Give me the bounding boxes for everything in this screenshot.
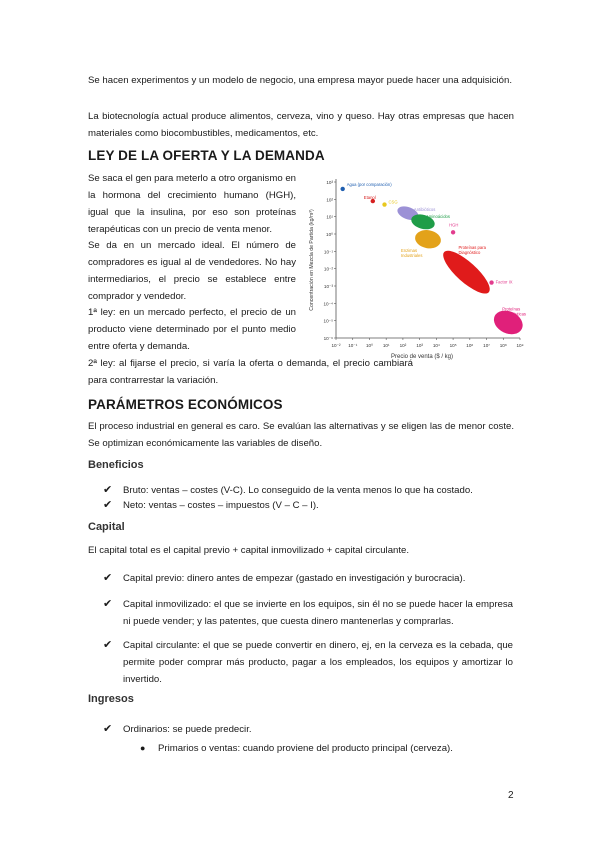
point-factor-ix [489, 280, 493, 284]
x-tick-label: 10⁰ [365, 343, 373, 348]
point-enzimas-industriales [414, 228, 443, 250]
y-tick-label: 10³ [326, 180, 333, 185]
price-concentration-chart [304, 174, 526, 362]
x-tick-label: 10⁸ [499, 343, 507, 348]
label-csg: CSG [388, 199, 398, 205]
ley-paragraph-2: Se da en un mercado ideal. El número de compradores es igual al de vendedores. No hay intermediarios, el precio se establece entre comprador y vendedor. [88, 240, 296, 302]
x-tick-label: 10⁶ [466, 343, 474, 348]
y-tick-label: 10⁻² [323, 266, 333, 272]
heading-parametros-economicos: PARÁMETROS ECONÓMICOS [88, 397, 283, 412]
x-tick-label: 10⁴ [432, 343, 440, 348]
point-agua-por-comparacion [340, 187, 344, 191]
heading-ingresos: Ingresos [88, 693, 134, 705]
chart-x-label: Precio de venta ($ / kg) [390, 354, 454, 360]
label-enzimas-industriales: Enzimas Industriales [401, 248, 423, 259]
y-tick-label: 10¹ [326, 214, 333, 220]
heading-beneficios: Beneficios [88, 459, 144, 471]
capital-previo-text: Capital previo: dinero antes de empezar (gastado en investigación y burocracia). [123, 573, 466, 584]
check-icon: ✔ [103, 572, 113, 584]
intro-paragraph-2: La biotecnología actual produce alimentos, cerveza, vino y queso. Hay otras empresas que hacen materiales como biocombustibles, medicamentos, etc. [88, 111, 514, 139]
x-tick-label: 10² [399, 343, 407, 348]
x-tick-label: 10¹ [382, 343, 390, 348]
chart-y-label: Concentración en Mezcla de Partida (kg/m³) [309, 209, 315, 311]
check-icon: ✔ [103, 484, 113, 496]
point-csg [382, 202, 386, 206]
y-tick-label: 10⁻⁶ [323, 336, 333, 341]
x-tick-label: 10⁻¹ [348, 343, 358, 348]
check-icon: ✔ [103, 499, 113, 511]
x-tick-label: 10³ [416, 343, 423, 348]
y-tick-label: 10⁻⁵ [323, 318, 333, 324]
label-aminoacidos: Aminoácidos [425, 213, 450, 219]
point-hgh [451, 230, 455, 234]
label-proteinas-terapeuticas: Proteínas Terapéuticas [502, 306, 526, 317]
y-tick-label: 10⁻⁴ [323, 301, 333, 307]
y-tick-label: 10⁻³ [323, 284, 333, 289]
intro-paragraph-1: Se hacen experimentos y un modelo de negocio, una empresa mayor puede hacer una adquisición. [88, 75, 512, 86]
bullet-dot-icon: ● [140, 743, 146, 753]
beneficio-neto-text: Neto: ventas – costes – impuestos (V – C – I). [123, 500, 319, 511]
beneficio-bruto-text: Bruto: ventas – costes (V-C). Lo conseguido de la venta menos lo que ha costado. [123, 485, 473, 496]
ley-paragraph-1: Se saca el gen para meterlo a otro organismo en la hormona del crecimiento humano (HGH), igual que la insulina, por eso son proteínas terapéuticas con un precio de venta menor. [88, 173, 296, 235]
capital-item [103, 637, 513, 688]
check-icon: ✔ [103, 598, 113, 610]
x-tick-label: 10⁷ [483, 343, 490, 348]
ley-paragraph-3: 1ª ley: en un mercado perfecto, el precio de un producto viene determinado por el punto medio entre oferta y demanda. [88, 307, 296, 352]
label-antibioticos: Antibióticos [413, 207, 436, 213]
label-hgh: HGH [449, 222, 459, 228]
ley-paragraph-4: 2ª ley: al fijarse el precio, si varía la oferta o demanda, el precio cambiará para contrarrestar la variación. [88, 358, 413, 386]
label-proteinas-para-diagnostico: Proteínas para Diagnóstico [458, 245, 486, 256]
heading-ley-oferta-demanda: LEY DE LA OFERTA Y LA DEMANDA [88, 148, 325, 163]
check-icon: ✔ [103, 723, 113, 735]
capital-item [103, 570, 513, 587]
ingreso-subitem [140, 740, 528, 757]
capital-circulante-text: Capital circulante: el que se puede convertir en dinero, ej, en la cerveza es la cebada, que permite poder comprar más producto, pagar a los empleados, los equipos y amortizar lo invertido. [123, 640, 513, 685]
x-tick-label: 10⁻² [331, 343, 341, 348]
capital-item [103, 596, 513, 630]
capital-inmovilizado-text: Capital inmovilizado: el que se invierte en los equipos, sin él no se puede hacer la empresa ni puede vender; y las patentes, que cuesta dinero mantenerlas y comprarlas. [123, 599, 513, 627]
y-tick-label: 10⁻¹ [323, 249, 333, 255]
parametros-intro: El proceso industrial en general es caro. Se evalúan las alternativas y se eligen las de menor coste. Se optimizan económicamente las variables de diseño. [88, 421, 514, 449]
label-factor-ix: Factor IX [495, 279, 513, 285]
label-etanol: Etanol [363, 195, 376, 201]
capital-intro: El capital total es el capital previo + capital inmovilizado + capital circulante. [88, 545, 410, 556]
check-icon: ✔ [103, 639, 113, 651]
ingresos-primarios-text: Primarios o ventas: cuando proviene del producto principal (cerveza). [158, 743, 453, 754]
x-tick-label: 10⁵ [449, 343, 457, 348]
x-tick-label: 10⁹ [516, 343, 524, 348]
beneficio-item [103, 497, 533, 514]
ingreso-item [103, 721, 513, 738]
heading-capital: Capital [88, 521, 125, 533]
page-number: 2 [508, 790, 514, 801]
y-tick-label: 10² [326, 197, 333, 203]
ingresos-ordinarios-text: Ordinarios: se puede predecir. [123, 724, 252, 735]
label-agua-por-comparacion: Agua (por comparación) [346, 181, 392, 187]
y-tick-label: 10⁰ [326, 232, 333, 237]
